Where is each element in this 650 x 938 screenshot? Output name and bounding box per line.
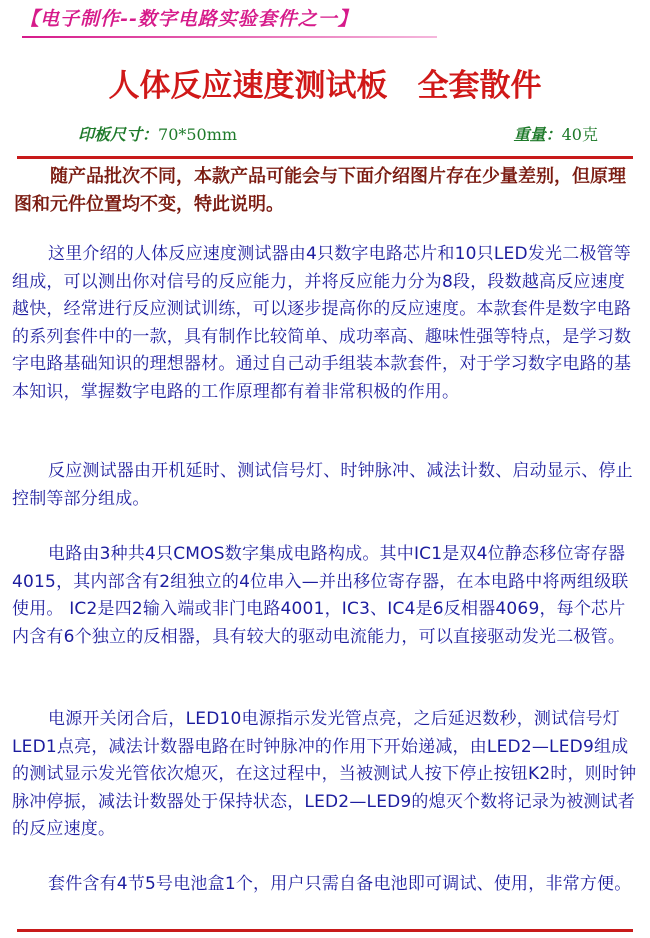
board-size-value: 70*50mm bbox=[158, 125, 238, 144]
weight-spec bbox=[514, 120, 598, 150]
title-product-name: 人体反应速度测试板 bbox=[108, 68, 388, 104]
board-size-label: 印板尺寸： bbox=[78, 125, 159, 144]
series-banner: 【电子制作--数字电路实验套件之一】 bbox=[20, 8, 358, 30]
battery-paragraph: 套件含有4节5号电池盒1个，用户只需自备电池即可调试、使用，非常方便。 bbox=[48, 874, 632, 894]
top-divider bbox=[17, 156, 633, 159]
circuit-paragraph: 电路由3种共4只CMOS数字集成电路构成。其中IC1是双4位静态移位寄存器4015，其内部含有2组独立的4位串入—并出移位寄存器，在本电路中将两组级联使用。 IC2是四2输入端或非门电路4001，IC3、IC4是6反相器4069，每个芯片内含有6个独立的反相器，具有较大的驱动电流能力，可以直接驱动发光二极管。 bbox=[12, 544, 629, 647]
banner-underline bbox=[22, 36, 437, 38]
page-title bbox=[0, 62, 650, 110]
batch-notice: 随产品批次不同，本款产品可能会与下面介绍图片存在少量差别，但原理图和元件位置均不变，特此说明。 bbox=[14, 166, 626, 215]
weight-value: 40克 bbox=[561, 125, 598, 144]
spec-row bbox=[78, 120, 598, 150]
composition-paragraph: 反应测试器由开机延时、测试信号灯、时钟脉冲、减法计数、启动显示、停止控制等部分组成。 bbox=[12, 461, 633, 509]
operation-paragraph: 电源开关闭合后，LED10电源指示发光管点亮，之后延迟数秒，测试信号灯LED1点亮，减法计数器电路在时钟脉冲的作用下开始递减，由LED2—LED9组成的测试显示发光管依次熄灭，在这过程中，当被测试人按下停止按钮K2时，则时钟脉冲停振，减法计数器处于保持状态，LED2—LED9的熄灭个数将记录为被测试者的反应速度。 bbox=[12, 709, 637, 839]
weight-label: 重量： bbox=[513, 125, 562, 144]
board-size-spec bbox=[78, 120, 237, 150]
title-kit-type: 全套散件 bbox=[417, 68, 542, 104]
intro-paragraph: 这里介绍的人体反应速度测试器由4只数字电路芯片和10只LED发光二极管等组成，可以测出你对信号的反应能力，并将反应能力分为8段，段数越高反应速度越快，经常进行反应测试训练，可以逐步提高你的反应速度。本款套件是数字电路的系列套件中的一款，具有制作比较简单、成功率高、趣味性强等特点，是学习数字电路基础知识的理想器材。通过自己动手组装本款套件，对于学习数字电路的基本知识，掌握数字电路的工作原理都有着非常积极的作用。 bbox=[12, 244, 632, 402]
bottom-divider bbox=[17, 929, 633, 932]
